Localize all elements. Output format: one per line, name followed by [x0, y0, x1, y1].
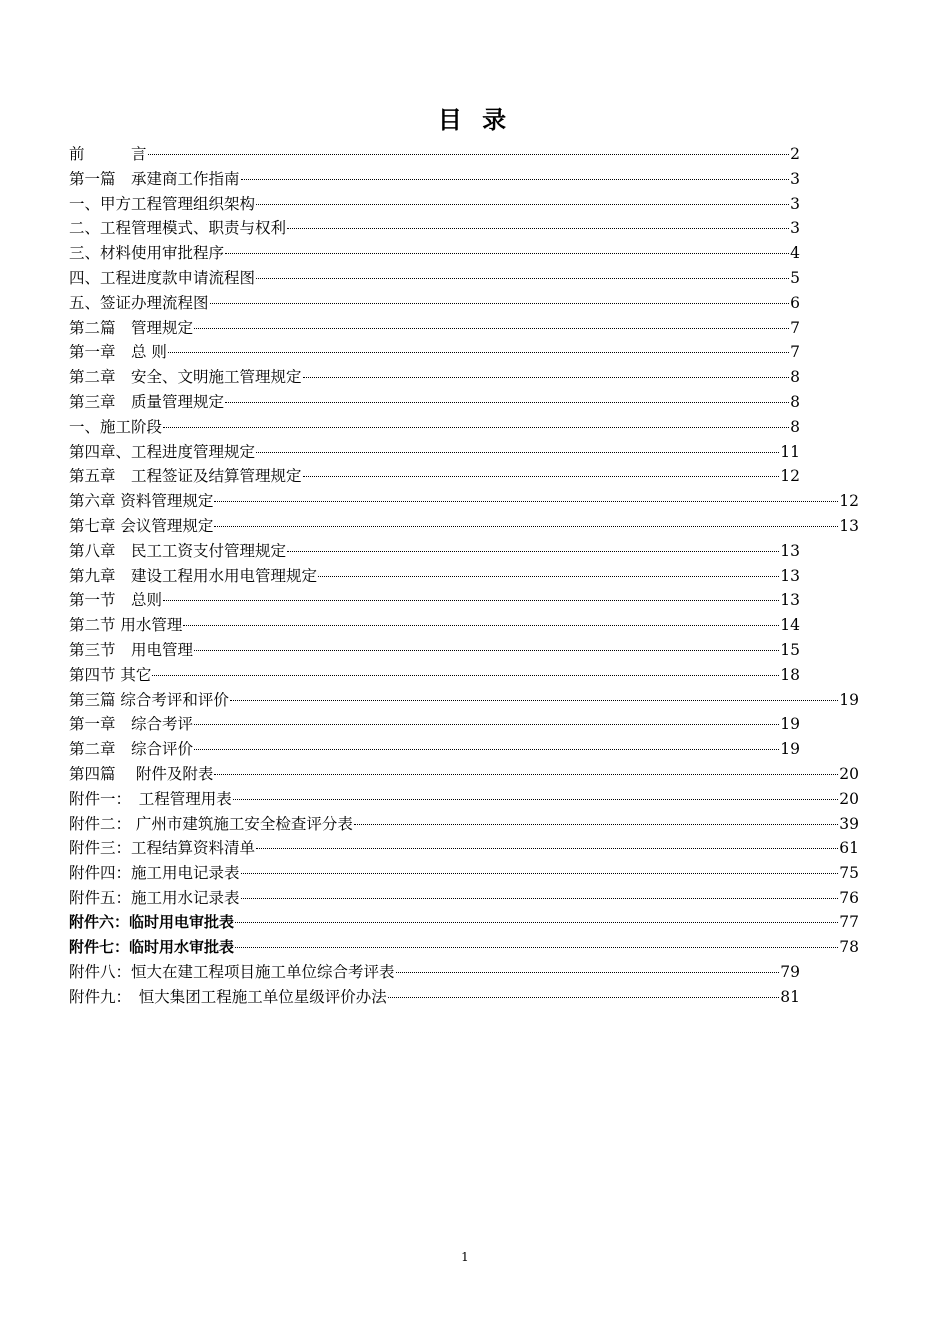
toc-entry-label: 五、签证办理流程图	[69, 293, 209, 312]
toc-entry-page: 13	[780, 566, 800, 585]
toc-leader-dots	[241, 898, 839, 899]
toc-entry[interactable]	[69, 836, 859, 861]
toc-entry-label: 第四篇 附件及附表	[69, 764, 214, 783]
toc-entry[interactable]	[69, 167, 800, 192]
toc-entry[interactable]	[69, 762, 859, 787]
toc-leader-dots	[194, 650, 779, 651]
toc-entry-label: 附件七：临时用水审批表	[69, 937, 235, 956]
toc-entry[interactable]	[69, 415, 800, 440]
toc-entry[interactable]	[69, 985, 800, 1010]
toc-leader-dots	[256, 452, 779, 453]
toc-leader-dots	[230, 700, 838, 701]
toc-entry-page: 19	[780, 740, 800, 759]
toc-entry-page: 78	[839, 937, 859, 956]
toc-entry-page: 3	[790, 194, 800, 213]
toc-entry-label: 附件三：工程结算资料清单	[69, 839, 256, 858]
toc-entry-label: 第四章、工程进度管理规定	[69, 442, 256, 461]
toc-entry-label: 第六章 资料管理规定	[69, 492, 214, 511]
toc-entry-page: 6	[790, 293, 800, 312]
toc-entry-label: 附件九： 恒大集团工程施工单位星级评价办法	[69, 988, 387, 1007]
toc-entry-label: 第二章 安全、文明施工管理规定	[69, 368, 302, 387]
toc-leader-dots	[225, 253, 789, 254]
toc-leader-dots	[210, 303, 790, 304]
toc-entry-page: 20	[839, 764, 859, 783]
toc-entry-page: 11	[780, 442, 800, 461]
toc-entry-page: 75	[839, 864, 859, 883]
toc-leader-dots	[388, 997, 780, 998]
toc-entry-label: 第一篇 承建商工作指南	[69, 169, 240, 188]
toc-leader-dots	[194, 328, 789, 329]
toc-leader-dots	[168, 352, 789, 353]
toc-leader-dots	[256, 204, 789, 205]
toc-leader-dots	[148, 154, 790, 155]
toc-entry-label: 第五章 工程签证及结算管理规定	[69, 467, 302, 486]
toc-entry-label: 第三节 用电管理	[69, 640, 194, 659]
toc-entry-label: 二、工程管理模式、职责与权利	[69, 219, 287, 238]
toc-entry-label: 附件六：临时用电审批表	[69, 912, 235, 931]
toc-leader-dots	[256, 278, 789, 279]
toc-leader-dots	[235, 922, 838, 923]
toc-entry-label: 第二章 综合评价	[69, 740, 194, 759]
toc-entry-page: 8	[790, 417, 800, 436]
toc-leader-dots	[235, 947, 838, 948]
toc-leader-dots	[194, 749, 779, 750]
toc-leader-dots	[225, 402, 789, 403]
toc-entry-page: 18	[780, 665, 800, 684]
toc-entry-page: 7	[790, 318, 800, 337]
toc-entry-page: 79	[780, 963, 800, 982]
toc-entry[interactable]	[69, 688, 859, 713]
toc-entry-page: 20	[839, 789, 859, 808]
toc-entry-label: 三、材料使用审批程序	[69, 244, 225, 263]
toc-entry-label: 附件四：施工用电记录表	[69, 864, 240, 883]
toc-entry-label: 第三章 质量管理规定	[69, 392, 225, 411]
toc-entry-label: 第一章 总 则	[69, 343, 167, 362]
toc-entry-label: 第一章 综合考评	[69, 715, 194, 734]
toc-entry[interactable]	[69, 440, 800, 465]
toc-entry[interactable]	[69, 613, 800, 638]
toc-entry-page: 81	[780, 988, 800, 1007]
toc-entry-page: 3	[790, 169, 800, 188]
toc-leader-dots	[214, 501, 838, 502]
toc-leader-dots	[163, 600, 779, 601]
toc-entry-page: 5	[790, 268, 800, 287]
toc-entry[interactable]	[69, 712, 800, 737]
toc-entry[interactable]	[69, 812, 859, 837]
toc-leader-dots	[256, 848, 838, 849]
toc-entry-label: 四、工程进度款申请流程图	[69, 268, 256, 287]
toc-entry-label: 附件一： 工程管理用表	[69, 789, 232, 808]
toc-entry-label: 一、甲方工程管理组织架构	[69, 194, 256, 213]
toc-leader-dots	[214, 774, 838, 775]
toc-entry[interactable]	[69, 365, 800, 390]
toc-entry-page: 15	[780, 640, 800, 659]
page-number: 1	[461, 1250, 469, 1264]
toc-entry[interactable]	[69, 588, 800, 613]
toc-entry-label: 附件八：恒大在建工程项目施工单位综合考评表	[69, 963, 395, 982]
toc-entry[interactable]	[69, 787, 859, 812]
toc-entry-page: 19	[839, 690, 859, 709]
toc-entry[interactable]	[69, 192, 800, 217]
toc-entry-page: 7	[790, 343, 800, 362]
toc-entry-page: 13	[780, 591, 800, 610]
toc-leader-dots	[318, 576, 779, 577]
page-title: 目 录	[437, 106, 513, 134]
toc-entry-page: 14	[780, 616, 800, 635]
toc-entry[interactable]	[69, 316, 800, 341]
toc-entry-label: 第九章 建设工程用水用电管理规定	[69, 566, 318, 585]
toc-entry[interactable]	[69, 663, 800, 688]
toc-entry-page: 13	[839, 516, 859, 535]
toc-leader-dots	[241, 179, 790, 180]
toc-entry-page: 19	[780, 715, 800, 734]
toc-leader-dots	[163, 427, 789, 428]
toc-entry-page: 12	[780, 467, 800, 486]
toc-entry[interactable]	[69, 216, 800, 241]
toc-entry-page: 77	[839, 912, 859, 931]
toc-leader-dots	[214, 526, 838, 527]
toc-entry-page: 39	[839, 814, 859, 833]
toc-entry-label: 第二节 用水管理	[69, 616, 183, 635]
toc-entry-page: 8	[790, 392, 800, 411]
toc-entry-label: 一、施工阶段	[69, 417, 163, 436]
toc-entry[interactable]	[69, 737, 800, 762]
toc-entry[interactable]	[69, 936, 859, 961]
toc-entry[interactable]	[69, 911, 859, 936]
toc-entry-label: 附件二： 广州市建筑施工安全检查评分表	[69, 814, 353, 833]
toc-entry[interactable]	[69, 514, 859, 539]
toc-entry-label: 第三篇 综合考评和评价	[69, 690, 229, 709]
toc-entry-page: 13	[780, 541, 800, 560]
toc-entry[interactable]	[69, 638, 800, 663]
toc-leader-dots	[194, 724, 779, 725]
toc-entry[interactable]	[69, 539, 800, 564]
toc-leader-dots	[354, 824, 838, 825]
toc-entry-page: 2	[790, 145, 800, 163]
toc-entry[interactable]	[69, 564, 800, 589]
toc-leader-dots	[303, 476, 780, 477]
toc-entry-label: 附件五：施工用水记录表	[69, 888, 240, 907]
toc-entry[interactable]	[69, 241, 800, 266]
toc-entry[interactable]	[69, 142, 800, 167]
toc-entry[interactable]	[69, 464, 800, 489]
toc-entry-page: 3	[790, 219, 800, 238]
toc-entry-label: 第七章 会议管理规定	[69, 516, 214, 535]
toc-leader-dots	[396, 972, 780, 973]
table-of-contents	[69, 142, 859, 1010]
toc-entry-page: 12	[839, 492, 859, 511]
toc-leader-dots	[241, 873, 839, 874]
toc-leader-dots	[233, 799, 839, 800]
toc-entry-page: 4	[790, 244, 800, 263]
toc-entry[interactable]	[69, 291, 800, 316]
toc-leader-dots	[287, 551, 779, 552]
toc-entry[interactable]	[69, 886, 859, 911]
toc-entry[interactable]	[69, 340, 800, 365]
toc-entry[interactable]	[69, 861, 859, 886]
toc-leader-dots	[303, 377, 790, 378]
toc-entry-page: 8	[790, 368, 800, 387]
toc-entry-label: 第二篇 管理规定	[69, 318, 194, 337]
toc-entry-label: 第四节 其它	[69, 665, 152, 684]
toc-entry[interactable]	[69, 960, 800, 985]
toc-leader-dots	[287, 228, 789, 229]
toc-leader-dots	[152, 675, 779, 676]
toc-entry[interactable]	[69, 390, 800, 415]
toc-entry-page: 76	[839, 888, 859, 907]
toc-entry[interactable]	[69, 489, 859, 514]
toc-entry[interactable]	[69, 266, 800, 291]
toc-entry-label: 第一节 总则	[69, 591, 163, 610]
toc-entry-label: 第八章 民工工资支付管理规定	[69, 541, 287, 560]
toc-entry-label: 前 言	[69, 145, 147, 163]
toc-entry-page: 61	[839, 839, 859, 858]
toc-leader-dots	[183, 625, 779, 626]
